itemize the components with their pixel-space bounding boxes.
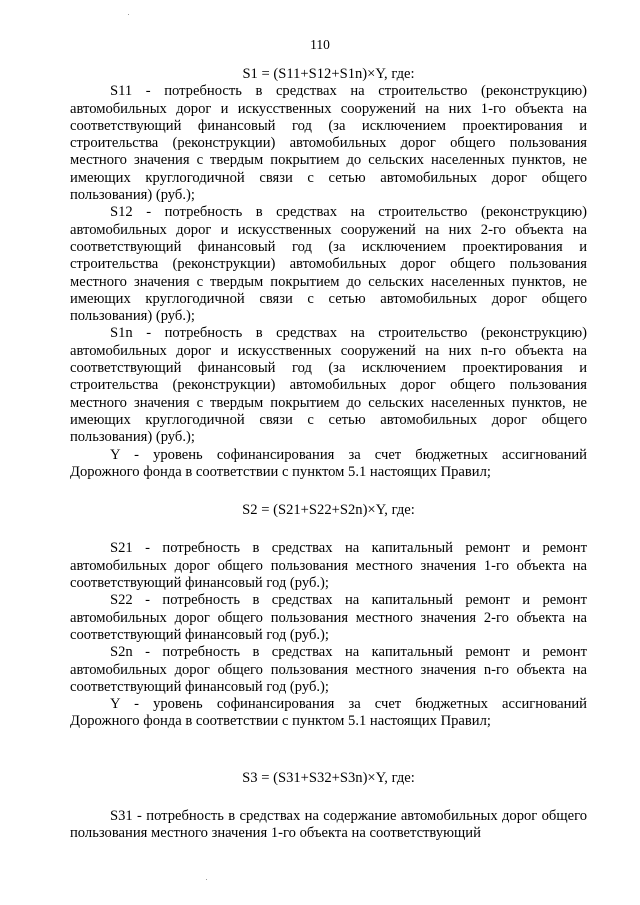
paragraph-s2n-definition: S2n - потребность в средствах на капитальный ремонт и ремонт автомобильных дорог общего пользования местного значения n-го объекта на соответствующий финансовый год (руб.); xyxy=(70,644,587,695)
paragraph-y-definition: Y - уровень софинансирования за счет бюджетных ассигнований Дорожного фонда в соответствии с пунктом 5.1 настоящих Правил; xyxy=(70,696,587,730)
paragraph-s31-definition: S31 - потребность в средствах на содержание автомобильных дорог общего пользования местного значения 1-го объекта на соответствующий xyxy=(70,807,587,842)
formula-s1: S1 = (S11+S12+S1n)×Y, где: xyxy=(242,66,415,82)
paragraph-s21-definition: S21 - потребность в средствах на капитальный ремонт и ремонт автомобильных дорог общего пользования местного значения 1-го объекта на соответствующий финансовый год (руб.); xyxy=(70,540,587,592)
section-s2-definitions xyxy=(70,540,587,730)
paragraph-s1n-definition: S1n - потребность в средствах на строительство (реконструкцию) автомобильных дорог и искусственных сооружений на них n-го объекта на соответствующий финансовый год (за исключением проектирования и строительства (реконструкции) автомобильных дорог общего пользования местного значения с твердым покрытием до сельских населенных пунктов, не имеющих круглогодичной связи с сетью автомобильных дорог общего пользования) (руб.); xyxy=(70,325,587,446)
formula-s2: S2 = (S21+S22+S2n)×Y, где: xyxy=(242,502,415,519)
paragraph-s22-definition: S22 - потребность в средствах на капитальный ремонт и ремонт автомобильных дорог общего пользования местного значения 2-го объекта на соответствующий финансовый год (руб.); xyxy=(70,592,587,643)
formula-s3: S3 = (S31+S32+S3n)×Y, где: xyxy=(242,769,415,786)
scan-speck xyxy=(128,14,129,15)
paragraph-y-definition: Y - уровень софинансирования за счет бюджетных ассигнований Дорожного фонда в соответствии с пунктом 5.1 настоящих Правил; xyxy=(70,446,587,480)
paragraph-s11-definition: S11 - потребность в средствах на строительство (реконструкцию) автомобильных дорог и искусственных сооружений на них 1-го объекта на соответствующий финансовый год (за исключением проектирования и строительства (реконструкции) автомобильных дорог общего пользования местного значения с твердым покрытием до сельских населенных пунктов, не имеющих круглогодичной связи с сетью автомобильных дорог общего пользования) (руб.); xyxy=(70,83,587,204)
page-number: 110 xyxy=(310,37,330,52)
scan-speck xyxy=(206,879,207,880)
paragraph-s12-definition: S12 - потребность в средствах на строительство (реконструкцию) автомобильных дорог и искусственных сооружений на них 2-го объекта на соответствующий финансовый год (за исключением проектирования и строительства (реконструкции) автомобильных дорог общего пользования местного значения с твердым покрытием до сельских населенных пунктов, не имеющих круглогодичной связи с сетью автомобильных дорог общего пользования) (руб.); xyxy=(70,204,587,325)
document-body xyxy=(70,66,587,843)
section-s3-definitions xyxy=(70,808,587,843)
